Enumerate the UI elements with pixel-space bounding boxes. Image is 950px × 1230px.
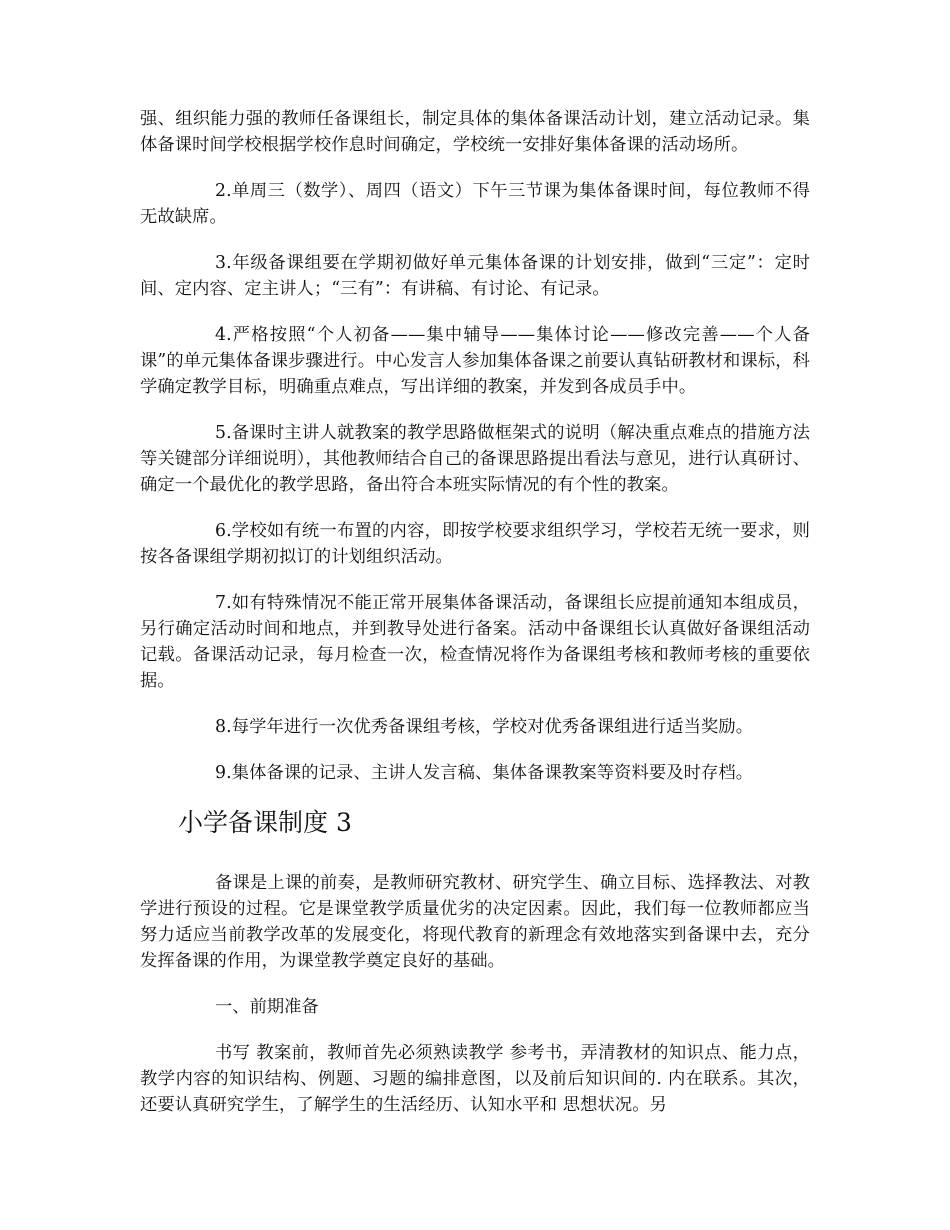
paragraph-item-2: 2.单周三（数学）、周四（语文）下午三节课为集体备课时间，每位教师不得无故缺席。 — [140, 181, 810, 227]
paragraph-item-7: 7.如有特殊情况不能正常开展集体备课活动，备课组长应提前通知本组成员，另行确定活动时间和地点，并到教导处进行备案。活动中备课组长认真做好备课组活动记载。备课活动记录，每月检查一次，检查情况将作为备课组考核和教师考核的重要依据。 — [140, 593, 810, 691]
paragraph-item-4: 4.严格按照“个人初备——集中辅导——集体讨论——修改完善——个人备课”的单元集体备课步骤进行。中心发言人参加集体备课之前要认真钻研教材和课标，科学确定教学目标，明确重点难点，写出详细的教案，并发到各成员手中。 — [140, 325, 810, 397]
paragraph-item-5: 5.备课时主讲人就教案的教学思路做框架式的说明（解决重点难点的措施方法等关键部分详细说明），其他教师结合自己的备课思路提出看法与意见，进行认真研讨、确定一个最优化的教学思路，备出符合本班实际情况的有个性的教案。 — [140, 423, 810, 495]
paragraph-item-6: 6.学校如有统一布置的内容，即按学校要求组织学习，学校若无统一要求，则按各备课组学期初拟订的计划组织活动。 — [140, 521, 810, 567]
paragraph-item-3: 3.年级备课组要在学期初做好单元集体备课的计划安排，做到“三定”：定时间、定内容、定主讲人；“三有”：有讲稿、有讨论、有记录。 — [140, 253, 810, 299]
paragraph-continued: 强、组织能力强的教师任备课组长，制定具体的集体备课活动计划，建立活动记录。集体备课时间学校根据学校作息时间确定，学校统一安排好集体备课的活动场所。 — [140, 109, 810, 155]
subsection-title: 一、前期准备 — [215, 997, 319, 1017]
section-title: 小学备课制度 3 — [178, 808, 352, 837]
paragraph-item-9: 9.集体备课的记录、主讲人发言稿、集体备课教案等资料要及时存档。 — [215, 763, 754, 783]
paragraph-item-8: 8.每学年进行一次优秀备课组考核，学校对优秀备课组进行适当奖励。 — [215, 717, 754, 737]
last-paragraph: 书写 教案前，教师首先必须熟读教学 参考书，弄清教材的知识点、能力点，教学内容的知识结构、例题、习题的编排意图，以及前后知识间的. 内在联系。其次，还要认真研究学生，了解学生的生活经历、认知水平和 思想状况。另 — [140, 1043, 810, 1115]
intro-paragraph: 备课是上课的前奏，是教师研究教材、研究学生、确立目标、选择教法、对教学进行预设的过程。它是课堂教学质量优劣的决定因素。因此，我们每一位教师都应当努力适应当前教学改革的发展变化，将现代教育的新理念有效地落实到备课中去，充分发挥备课的作用，为课堂教学奠定良好的基础。 — [140, 873, 810, 971]
document-body — [140, 106, 810, 1138]
